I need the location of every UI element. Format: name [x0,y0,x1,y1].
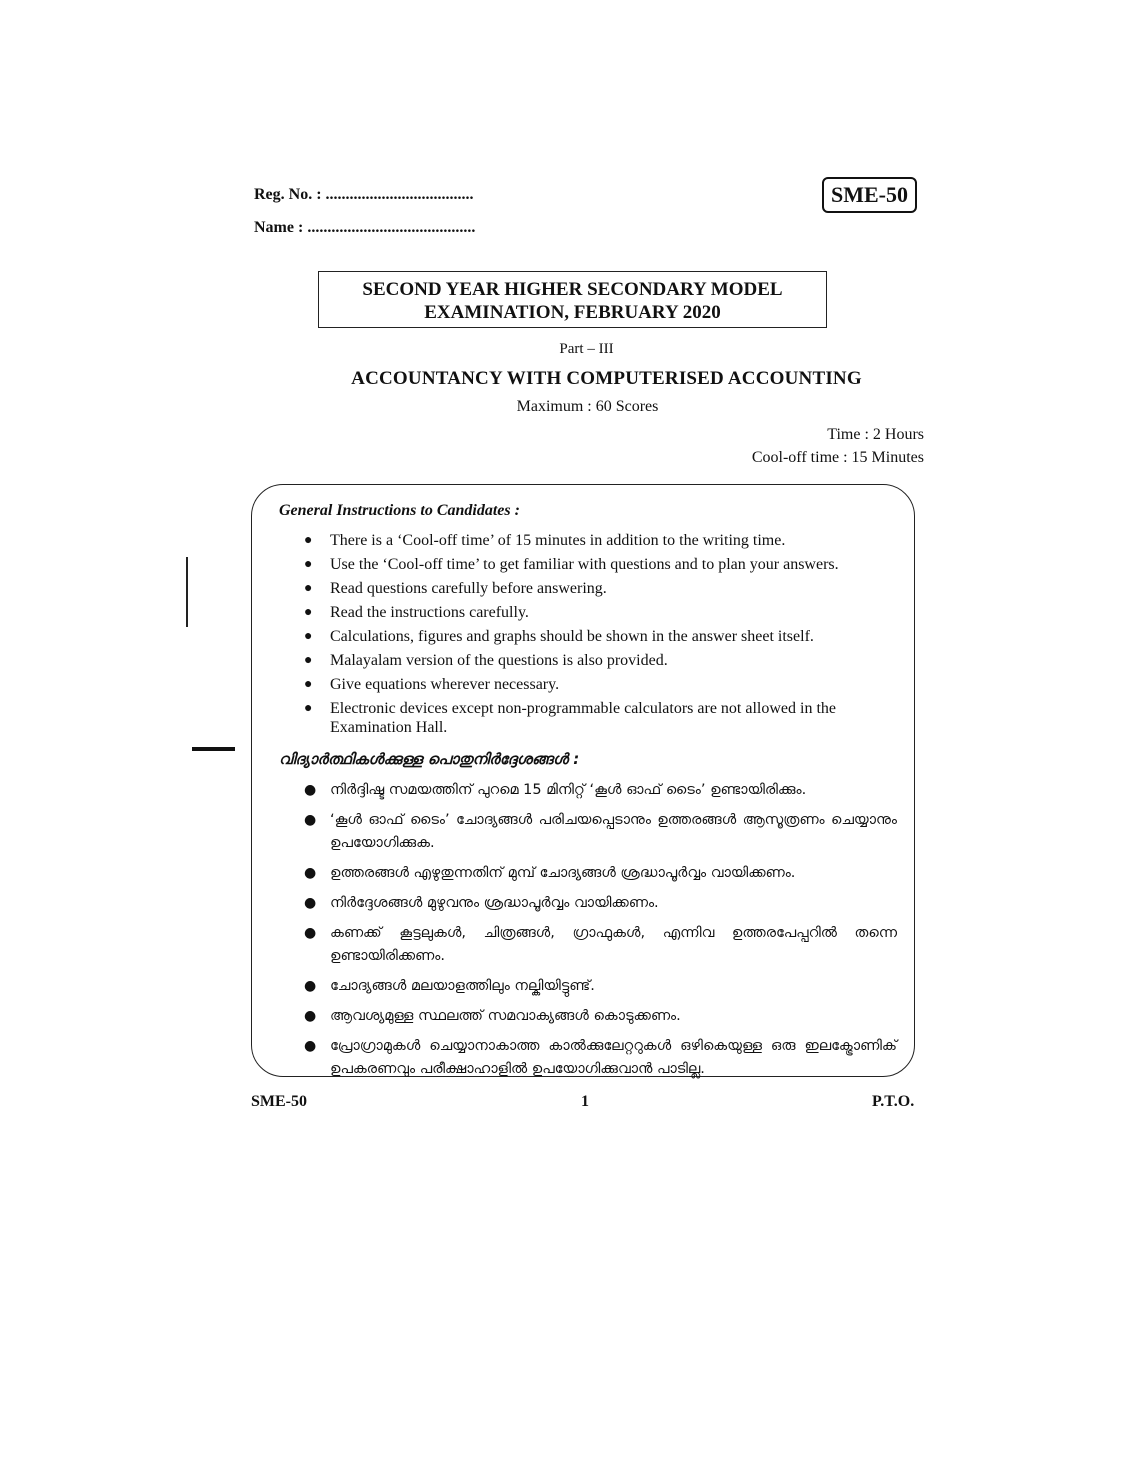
instruction-text: പ്രോഗ്രാമുകൾ ചെയ്യാനാകാത്ത കാൽക്കുലേറ്ററുകൾ ഒഴികെയുള്ള ഒരു ഇലക്ട്രോണിക് ഉപകരണവും പരീക്ഷാഹാളിൽ ഉപയോഗിക്കുവാൻ പാടില്ല. [330,1038,897,1077]
bullet-icon: ● [304,895,317,911]
list-item [301,1035,897,1081]
instruction-text: ചോദ്യങ്ങൾ മലയാളത്തിലും നല്കിയിട്ടുണ്ട്. [330,978,595,994]
bullet-icon: ● [304,865,317,881]
exam-title-box [318,271,827,328]
pto-label: P.T.O. [872,1093,915,1110]
instruction-text: There is a ‘Cool-off time’ of 15 minutes in addition to the writing time. [330,532,786,549]
instruction-text: ആവശ്യമുള്ള സ്ഥലത്ത് സമവാക്യങ്ങൾ കൊടുക്കണം. [330,1008,681,1024]
list-item [301,579,897,598]
instruction-text: നിർദ്ദിഷ്ട സമയത്തിന് പുറമെ 15 മിനിറ്റ് ‘കൂൾ ഓഫ് ടൈം’ ഉണ്ടായിരിക്കും. [330,782,807,798]
bullet-icon: ● [304,605,313,620]
page-number: 1 [581,1093,589,1110]
list-item [301,779,897,802]
subject-title: ACCOUNTANCY WITH COMPUTERISED ACCOUNTING [351,368,862,389]
bullet-icon: ● [304,581,313,596]
list-item [301,699,897,737]
name-field: Name : .......................................... [254,219,476,236]
scan-artifact-line [186,557,188,627]
bullet-icon: ● [304,1008,317,1024]
malayalam-instructions-heading: വിദ്യാർത്ഥികൾക്കുള്ള പൊതുനിർദ്ദേശങ്ങൾ : [279,750,580,768]
instruction-text: Calculations, figures and graphs should be shown in the answer sheet itself. [330,628,814,645]
list-item [301,627,897,646]
instruction-text: Malayalam version of the questions is also provided. [330,652,668,669]
footer-paper-code: SME-50 [251,1093,307,1110]
list-item [301,531,897,550]
exam-time: Time : 2 Hours [827,426,924,443]
cool-off-time: Cool-off time : 15 Minutes [751,449,924,466]
bullet-icon: ● [304,557,313,572]
bullet-icon: ● [304,925,317,941]
reg-no-field: Reg. No. : ..................................... [254,186,474,203]
bullet-icon: ● [304,782,317,798]
paper-code-box: SME-50 [822,177,917,213]
list-item [301,892,897,915]
english-instructions-list [301,531,897,742]
list-item [301,975,897,998]
list-item [301,603,897,622]
instruction-text: Read questions carefully before answering. [330,580,607,597]
bullet-icon: ● [304,677,313,692]
bullet-icon: ● [304,1038,317,1054]
instruction-text: കണക്ക് കൂട്ടലുകൾ, ചിത്രങ്ങൾ, ഗ്രാഫുകൾ, എന്നിവ ഉത്തരപേപ്പറിൽ തന്നെ ഉണ്ടായിരിക്കണം. [330,925,897,964]
instructions-heading: General Instructions to Candidates : [279,502,520,519]
exam-title-line2: EXAMINATION, FEBRUARY 2020 [424,302,721,323]
list-item [301,809,897,855]
list-item [301,555,897,574]
instruction-text: Electronic devices except non-programmable calculators are not allowed in the Examination Hall. [330,700,837,736]
instruction-text: Read the instructions carefully. [330,604,529,621]
bullet-icon: ● [304,978,317,994]
instruction-text: Give equations wherever necessary. [330,676,560,693]
list-item [301,922,897,968]
maximum-score: Maximum : 60 Scores [516,398,659,415]
bullet-icon: ● [304,701,313,716]
instruction-text: നിർദ്ദേശങ്ങൾ മുഴുവനും ശ്രദ്ധാപൂർവ്വം വായിക്കണം. [330,895,659,911]
list-item [301,651,897,670]
bullet-icon: ● [304,533,313,548]
instruction-text: ഉത്തരങ്ങൾ എഴുതുന്നതിന് മുമ്പ് ചോദ്യങ്ങൾ ശ്രദ്ധാപൂർവ്വം വായിക്കണം. [330,865,796,881]
bullet-icon: ● [304,629,313,644]
list-item [301,862,897,885]
malayalam-instructions-list [301,779,897,1088]
list-item [301,1005,897,1028]
instruction-text: Use the ‘Cool-off time’ to get familiar with questions and to plan your answers. [330,556,839,573]
exam-title-line1: SECOND YEAR HIGHER SECONDARY MODEL [362,279,783,300]
bullet-icon: ● [304,653,313,668]
part-label: Part – III [559,341,614,357]
instruction-text: ‘കൂൾ ഓഫ് ടൈം’ ചോദ്യങ്ങൾ പരിചയപ്പെടാനും ഉത്തരങ്ങൾ ആസൂത്രണം ചെയ്യാനും ഉപയോഗിക്കുക. [330,812,897,851]
list-item [301,675,897,694]
bullet-icon: ● [304,812,317,828]
scan-artifact-dash [192,747,235,751]
